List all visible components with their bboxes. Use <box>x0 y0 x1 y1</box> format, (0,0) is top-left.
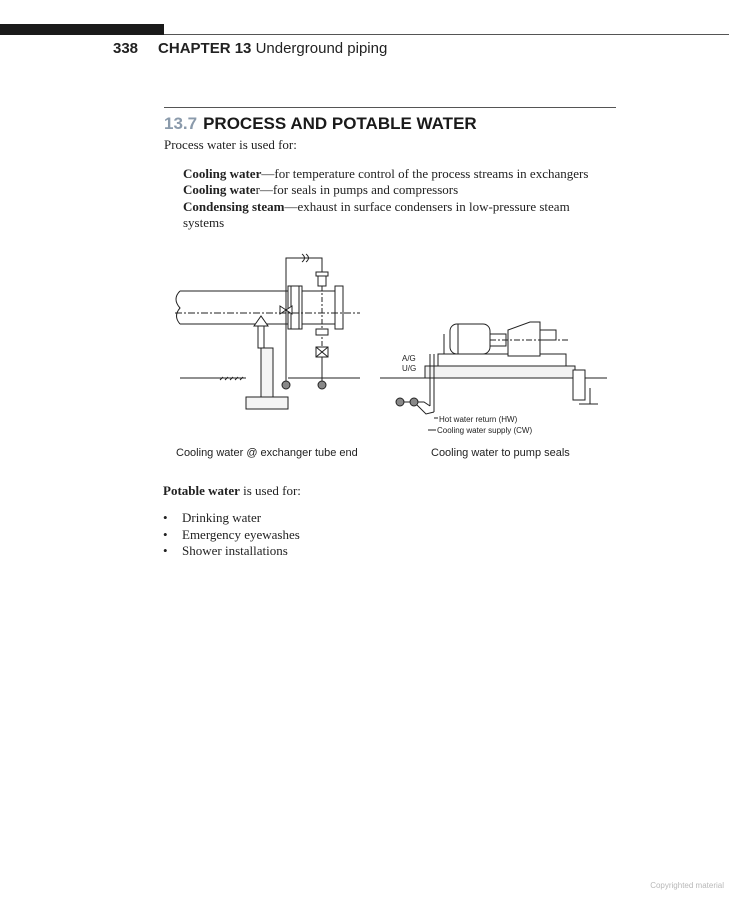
ug-label: U/G <box>402 364 417 373</box>
pump-casing <box>508 322 540 356</box>
process-use-term: Cooling water <box>183 166 262 181</box>
pump-baseplate <box>438 354 566 366</box>
copyright-watermark: Copyrighted material <box>650 881 724 890</box>
section-rule <box>164 107 616 108</box>
process-use-desc: —for temperature control of the process streams in exchangers <box>261 166 589 181</box>
list-item <box>163 527 300 544</box>
pipe-break-end <box>176 291 180 324</box>
list-item <box>163 510 300 527</box>
process-use-term: Cooling wate <box>183 182 256 197</box>
process-use-desc: —exhaust in surface condensers in low-pressure steam <box>284 199 570 214</box>
foundation-pier <box>573 370 585 400</box>
list-item-text: Emergency eyewashes <box>182 526 300 542</box>
top-decorative-bar <box>0 24 164 35</box>
bullet: • <box>163 510 168 525</box>
section-number: 13.7 <box>164 114 198 133</box>
process-use-item <box>183 166 588 182</box>
channel-cover <box>335 286 343 329</box>
process-use-desc: r—for seals in pumps and compressors <box>255 182 459 197</box>
intro-paragraph: Process water is used for: <box>164 137 297 152</box>
support-pier <box>261 348 273 400</box>
support-saddle <box>254 316 268 326</box>
pump-seal-figure <box>380 312 610 444</box>
chapter-label: CHAPTER 13 <box>158 40 252 57</box>
potable-term: Potable water <box>163 483 240 498</box>
motor <box>450 324 490 354</box>
hw-return-label: Hot water return (HW) <box>439 415 518 424</box>
ag-label: A/G <box>402 354 416 363</box>
chapter-title: Underground piping <box>255 40 388 57</box>
right-figure-caption: Cooling water to pump seals <box>431 447 570 459</box>
top-rule <box>164 34 729 35</box>
process-use-item <box>183 199 570 215</box>
list-item-text: Shower installations <box>182 543 288 558</box>
potable-paragraph <box>163 483 301 499</box>
pump-discharge <box>540 330 556 340</box>
exchanger-figure <box>170 244 370 420</box>
potable-uses-list <box>163 510 300 560</box>
potable-desc: is used for: <box>239 483 301 498</box>
cw-supply-label: Cooling water supply (CW) <box>437 426 533 435</box>
left-figure-caption: Cooling water @ exchanger tube end <box>176 447 358 459</box>
running-header <box>113 40 387 57</box>
process-use-continuation: systems <box>183 215 225 230</box>
page-number: 338 <box>113 40 139 57</box>
bullet: • <box>163 526 168 542</box>
list-item-text: Drinking water <box>182 510 262 525</box>
pump-foundation <box>425 366 575 378</box>
footing <box>246 397 288 409</box>
section-title: PROCESS AND POTABLE WATER <box>203 114 477 133</box>
section-heading <box>164 114 477 134</box>
list-item <box>163 543 300 560</box>
process-use-item <box>183 182 458 198</box>
bullet: • <box>163 543 168 558</box>
process-use-term: Condensing steam <box>183 199 285 214</box>
